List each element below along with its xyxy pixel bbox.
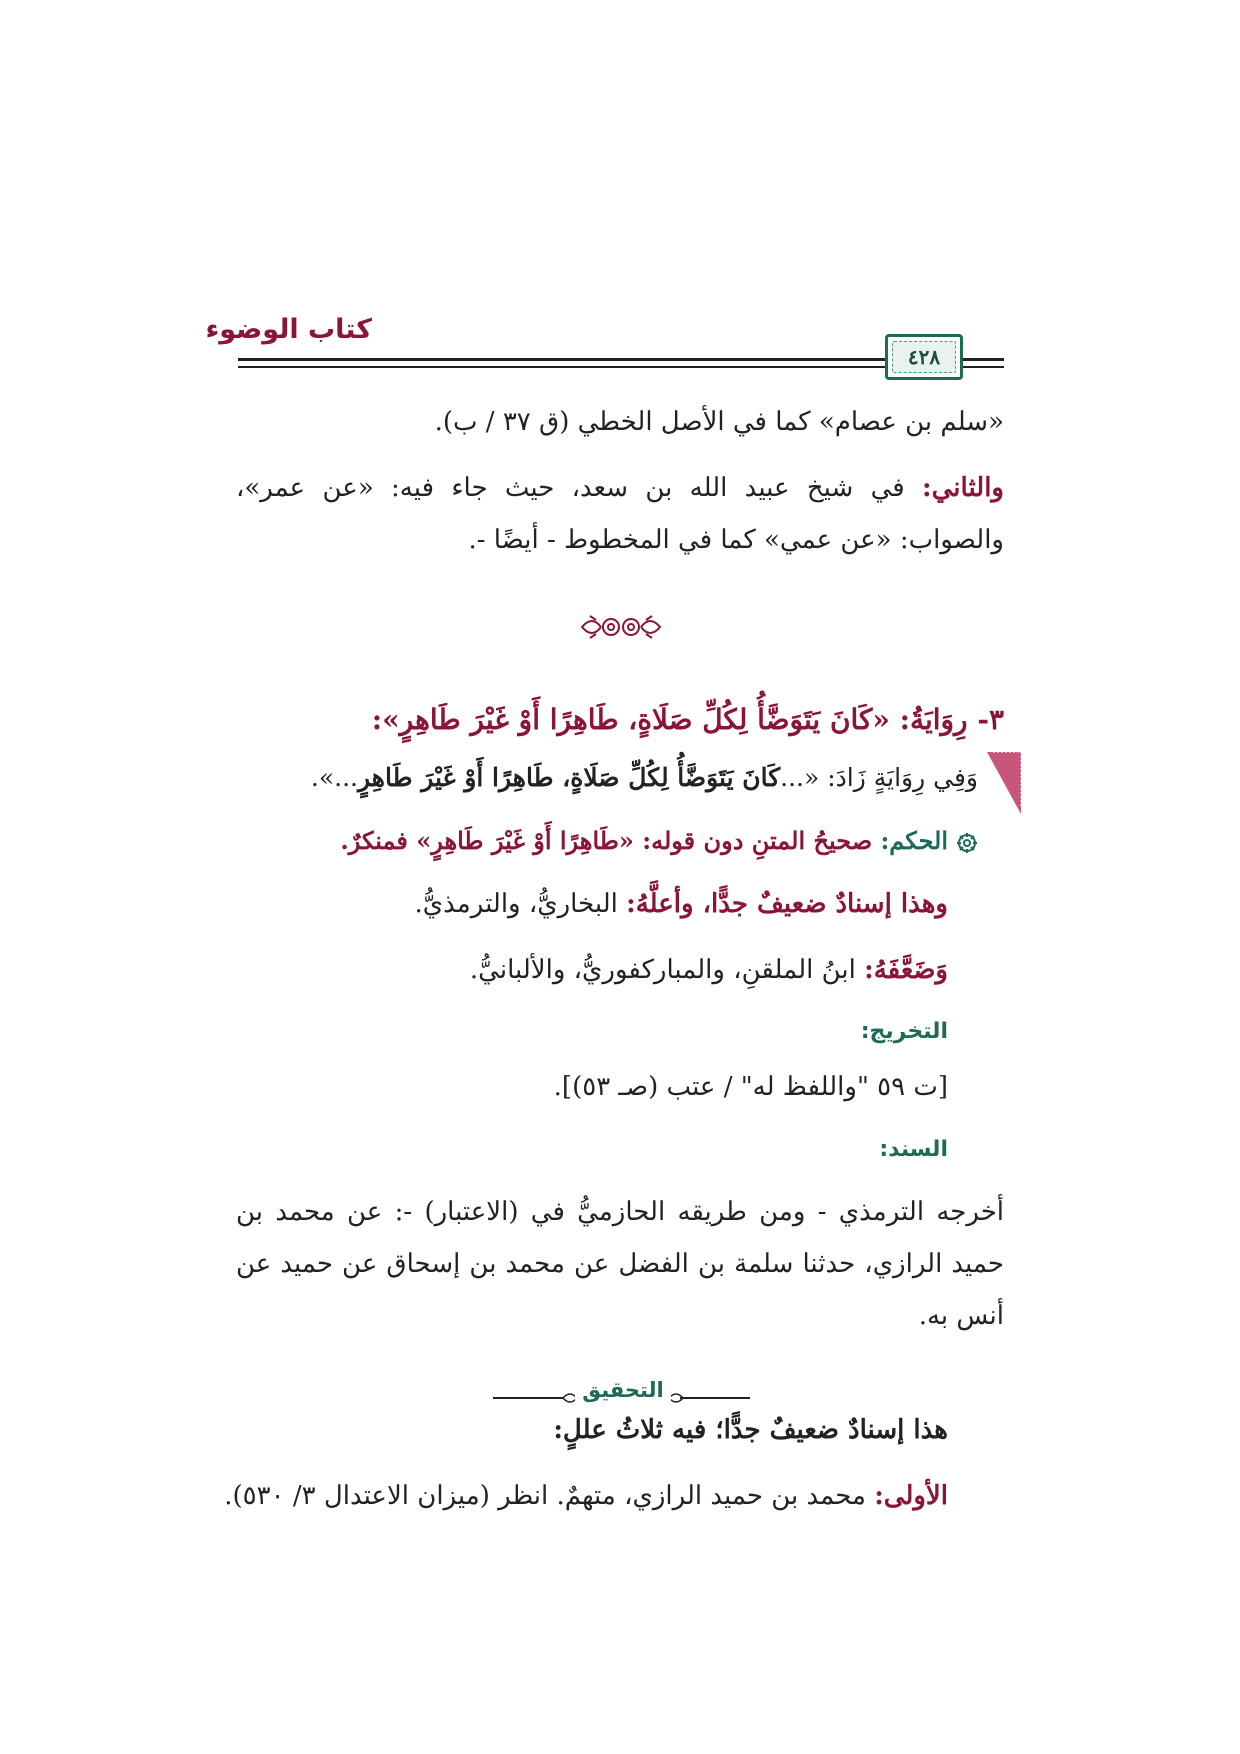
text-line-1: «سلم بن عصام» كما في الأصل الخطي (ق ٣٧ / ب). (434, 407, 1004, 437)
chapter-title: كتاب الوضوء (205, 314, 372, 345)
narration-line (311, 758, 978, 798)
takhrij-label: التخريج: (860, 1019, 948, 1044)
weakened-by-text: ابنُ الملقنِ، والمباركفوريُّ، والألبانيُّ. (469, 955, 865, 985)
tahqiq-heading: هذا إسنادٌ ضعيفٌ جدًّا؛ فيه ثلاثُ عللٍ: (553, 1415, 948, 1445)
ruling-label: الحكم: (880, 826, 948, 855)
page-number-box (885, 334, 963, 380)
text-line-2 (236, 468, 1004, 508)
second-issue-label: والثاني: (922, 473, 1004, 503)
section-heading (372, 700, 1004, 740)
first-defect-label: الأولى: (874, 1481, 948, 1511)
weak-chain-bold: وهذا إسنادٌ ضعيفٌ جدًّا، وأعلَّهُ: (626, 889, 948, 919)
narration-suffix: ...». (310, 763, 359, 792)
floral-ornament-icon (578, 612, 664, 642)
text-line-3: والصواب: «عن عمي» كما في المخطوط - أيضًا -. (468, 525, 1004, 555)
narration-bold: كَانَ يَتَوَضَّأُ لِكُلِّ صَلَاةٍ، طَاهِرًا أَوْ غَيْرَ طَاهِرٍ (358, 763, 781, 792)
sanad-label: السند: (879, 1137, 948, 1162)
page-number: ٤٢٨ (892, 341, 956, 373)
second-issue-text: في شيخ عبيد الله بن سعد، حيث جاء فيه: «عن عمر»، (236, 473, 923, 503)
first-defect-line (224, 1476, 948, 1516)
tahqiq-divider (493, 1378, 750, 1410)
rosette-bullet-icon (956, 832, 978, 854)
sanad-line-1: أخرجه الترمذي - ومن طريقه الحازميُّ في (الاعتبار) -: عن محمد بن (236, 1197, 1004, 1227)
first-defect-text: محمد بن حميد الرازي، متهمٌ. انظر (ميزان الاعتدال ٣/ ٥٣٠). (224, 1481, 875, 1511)
weakened-by-line (470, 950, 948, 990)
narration-prefix: وَفِي رِوَايَةٍ زَادَ: «... (780, 763, 978, 792)
takhrij-text: [ت ٥٩ "واللفظ له" / عتب (صـ ٥٣)]. (553, 1072, 948, 1102)
section-title: رِوَايَةُ: «كَانَ يَتَوَضَّأُ لِكُلِّ صَلَاةٍ، طَاهِرًا أَوْ غَيْرَ طَاهِرٍ»: (371, 703, 968, 736)
corner-ornament-icon (987, 752, 1021, 814)
weakened-by-label: وَضَعَّفَهُ: (864, 955, 948, 985)
weak-chain-line (415, 884, 948, 924)
tahqiq-label: التحقيق (575, 1378, 671, 1402)
ruling-text: صحيحُ المتنِ دون قوله: «طَاهِرًا أَوْ غَيْرَ طَاهِرٍ» فمنكرٌ. (340, 826, 881, 855)
sanad-line-3: أنس به. (918, 1301, 1004, 1331)
sanad-line-2: حميد الرازي، حدثنا سلمة بن الفضل عن محمد بن إسحاق عن حميد عن (236, 1249, 1004, 1279)
section-number: ٣- (977, 703, 1004, 736)
weak-chain-text: البخاريُّ، والترمذيُّ. (414, 889, 627, 919)
ruling-line (340, 821, 978, 861)
